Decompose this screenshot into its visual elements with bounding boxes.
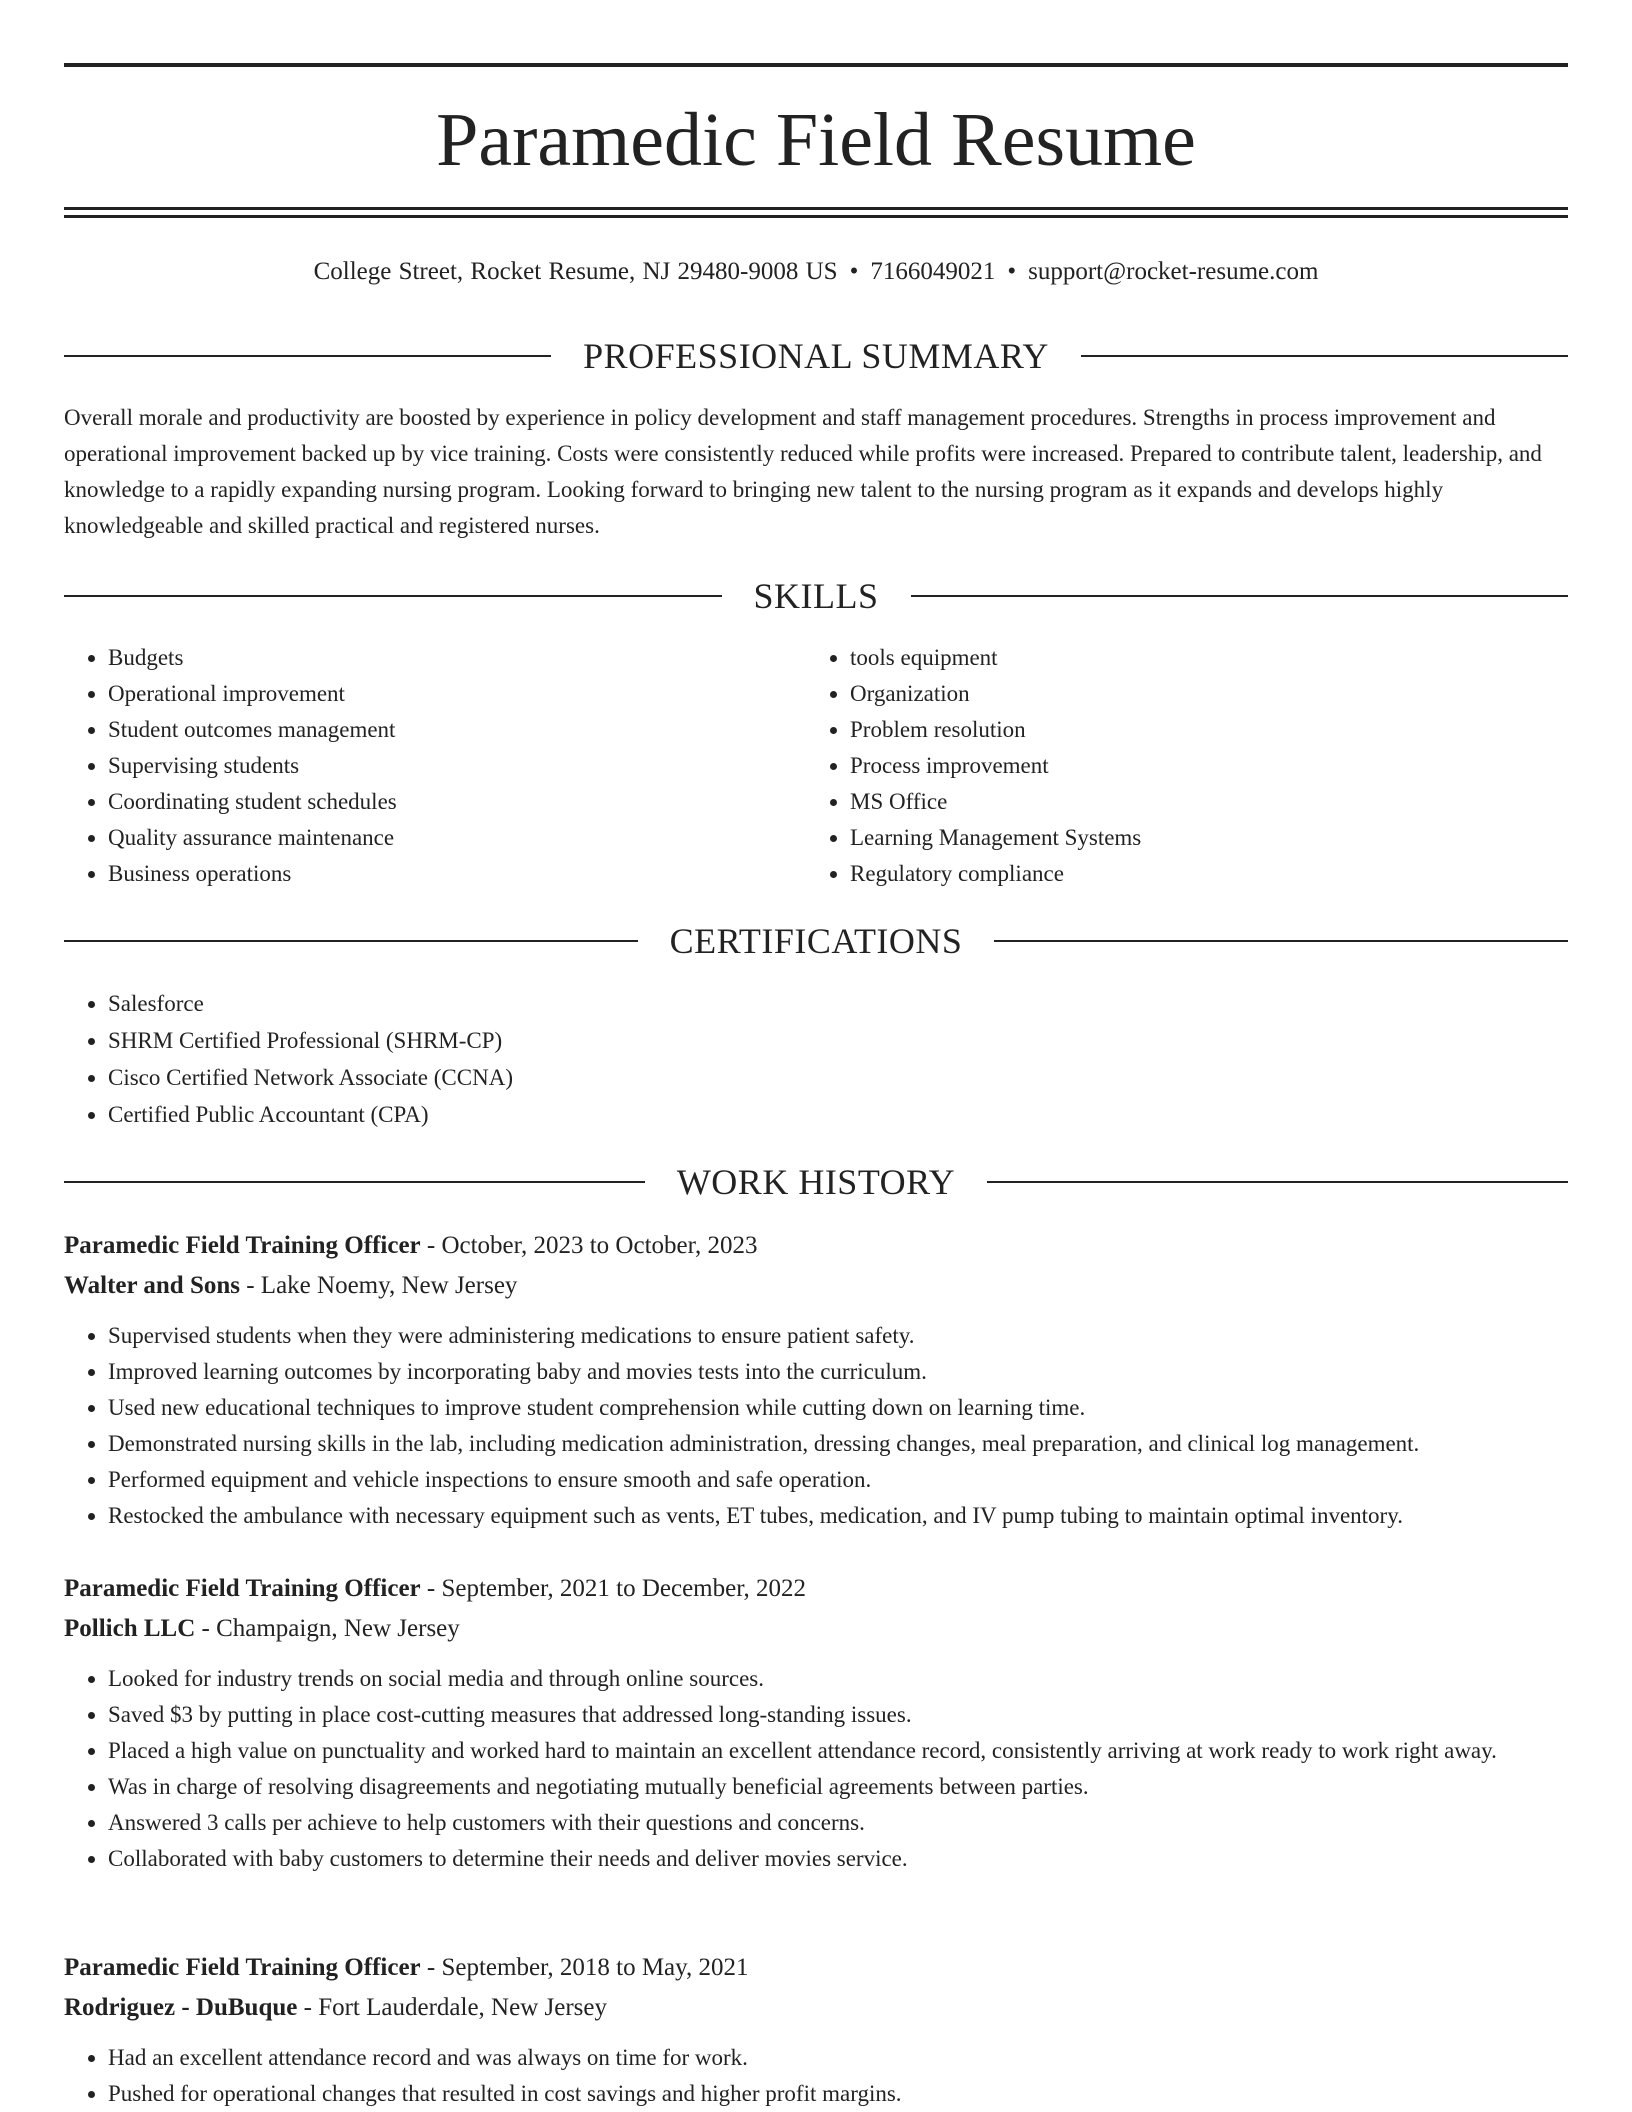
heading-rule-left <box>64 355 551 357</box>
job-bullet: • Restocked the ambulance with necessary equipment such as vents, ET tubes, medication, and IV pump tubing to maintain optimal inventory. <box>108 1498 1568 1534</box>
job-entry <box>64 1569 1568 1877</box>
certification-item: • SHRM Certified Professional (SHRM-CP) <box>108 1022 513 1059</box>
job-role-line <box>64 1948 1568 1988</box>
job-employer-line <box>64 1266 1568 1306</box>
certification-item: • Cisco Certified Network Associate (CCNA) <box>108 1059 513 1096</box>
job-location: - Fort Lauderdale, New Jersey <box>297 1994 607 2021</box>
job-bullets <box>64 1318 1568 1534</box>
job-bullet: • Pushed for operational changes that resulted in cost savings and higher profit margins. <box>108 2076 1568 2112</box>
certification-item: • Salesforce <box>108 985 513 1022</box>
skill-item: • Supervising students <box>108 748 397 784</box>
job-employer-line <box>64 1609 1568 1649</box>
job-location: - Lake Noemy, New Jersey <box>239 1272 518 1299</box>
skill-item: • Quality assurance maintenance <box>108 820 397 856</box>
certification-item: • Certified Public Accountant (CPA) <box>108 1096 513 1133</box>
skills-list-right <box>806 640 1141 892</box>
skills-heading <box>64 574 1568 618</box>
job-dates: - October, 2023 to October, 2023 <box>420 1232 758 1259</box>
skill-item: • Coordinating student schedules <box>108 784 397 820</box>
contact-phone: 7166049021 <box>870 258 996 285</box>
job-employer: Pollich LLC <box>64 1615 196 1642</box>
skill-item: • Regulatory compliance <box>850 856 1141 892</box>
job-role-line <box>64 1569 1568 1609</box>
skill-item: • MS Office <box>850 784 1141 820</box>
contact-separator: • <box>849 258 859 285</box>
heading-rule-right <box>911 595 1569 597</box>
job-employer: Rodriguez - DuBuque <box>64 1994 298 2021</box>
job-bullet: • Collaborated with baby customers to determine their needs and deliver movies service. <box>108 1841 1568 1877</box>
skill-item: • Budgets <box>108 640 397 676</box>
skill-item: • Student outcomes management <box>108 712 397 748</box>
job-bullet: • Performed equipment and vehicle inspections to ensure smooth and safe operation. <box>108 1462 1568 1498</box>
skill-item: • tools equipment <box>850 640 1141 676</box>
job-title: Paramedic Field Training Officer <box>64 1954 421 1981</box>
contact-address: College Street, Rocket Resume, NJ 29480-9008 US <box>313 258 838 285</box>
job-bullet: • Was in charge of resolving disagreements and negotiating mutually beneficial agreements between parties. <box>108 1769 1568 1805</box>
job-dates: - September, 2018 to May, 2021 <box>420 1954 749 1981</box>
certifications-list <box>64 985 513 1133</box>
summary-heading <box>64 334 1568 378</box>
job-dates: - September, 2021 to December, 2022 <box>420 1575 807 1602</box>
skill-item: • Business operations <box>108 856 397 892</box>
job-employer: Walter and Sons <box>64 1272 240 1299</box>
job-employer-line <box>64 1988 1568 2028</box>
job-title: Paramedic Field Training Officer <box>64 1232 421 1259</box>
job-bullet: • Supervised students when they were administering medications to ensure patient safety. <box>108 1318 1568 1354</box>
heading-rule-left <box>64 1181 645 1183</box>
job-bullet: • Placed a high value on punctuality and worked hard to maintain an excellent attendance record, consistently arriving at work ready to work right away. <box>108 1733 1568 1769</box>
job-entry <box>64 1226 1568 1534</box>
contact-line <box>64 254 1568 290</box>
skill-item: • Process improvement <box>850 748 1141 784</box>
job-location: - Champaign, New Jersey <box>195 1615 460 1642</box>
top-rule <box>64 63 1568 67</box>
skill-item: • Organization <box>850 676 1141 712</box>
heading-rule-right <box>994 940 1568 942</box>
job-title: Paramedic Field Training Officer <box>64 1575 421 1602</box>
summary-text: Overall morale and productivity are boosted by experience in policy development and staff management procedures. Strengths in process improvement and operational improvement backed up by vice training. Costs were consistently reduced while profits were increased. Prepared to contribute talent, leadership, and knowledge to a rapidly expanding nursing program. Looking forward to bringing new talent to the nursing program as it expands and develops highly knowledgeable and skilled practical and registered nurses. <box>64 405 1542 538</box>
job-role-line <box>64 1226 1568 1266</box>
contact-separator: • <box>1007 258 1017 285</box>
resume-title: Paramedic Field Resume <box>436 98 1196 182</box>
job-entry <box>64 1948 1568 2112</box>
job-bullet: • Saved $3 by putting in place cost-cutting measures that addressed long-standing issues. <box>108 1697 1568 1733</box>
job-bullets <box>64 2040 1568 2112</box>
job-bullet: • Improved learning outcomes by incorporating baby and movies tests into the curriculum. <box>108 1354 1568 1390</box>
certifications-heading <box>64 919 1568 963</box>
job-bullet: • Had an excellent attendance record and was always on time for work. <box>108 2040 1568 2076</box>
skills-list-left <box>64 640 397 892</box>
job-bullet: • Demonstrated nursing skills in the lab, including medication administration, dressing changes, meal preparation, and clinical log management. <box>108 1426 1568 1462</box>
work-history-heading-title: WORK HISTORY <box>676 1162 956 1202</box>
heading-rule-right <box>987 1181 1568 1183</box>
job-bullet: • Looked for industry trends on social media and through online sources. <box>108 1661 1568 1697</box>
work-history-heading <box>64 1160 1568 1204</box>
skill-item: • Learning Management Systems <box>850 820 1141 856</box>
skills-heading-title: SKILLS <box>753 576 879 616</box>
skill-item: • Operational improvement <box>108 676 397 712</box>
heading-rule-left <box>64 940 638 942</box>
heading-rule-right <box>1081 355 1568 357</box>
heading-rule-left <box>64 595 722 597</box>
summary-heading-title: PROFESSIONAL SUMMARY <box>583 336 1049 376</box>
skill-item: • Problem resolution <box>850 712 1141 748</box>
job-bullet: • Used new educational techniques to improve student comprehension while cutting down on learning time. <box>108 1390 1568 1426</box>
title-double-rule <box>64 207 1568 218</box>
job-bullets <box>64 1661 1568 1877</box>
job-bullet: • Answered 3 calls per achieve to help customers with their questions and concerns. <box>108 1805 1568 1841</box>
certifications-heading-title: CERTIFICATIONS <box>669 921 963 961</box>
contact-email[interactable]: support@rocket-resume.com <box>1028 258 1319 285</box>
